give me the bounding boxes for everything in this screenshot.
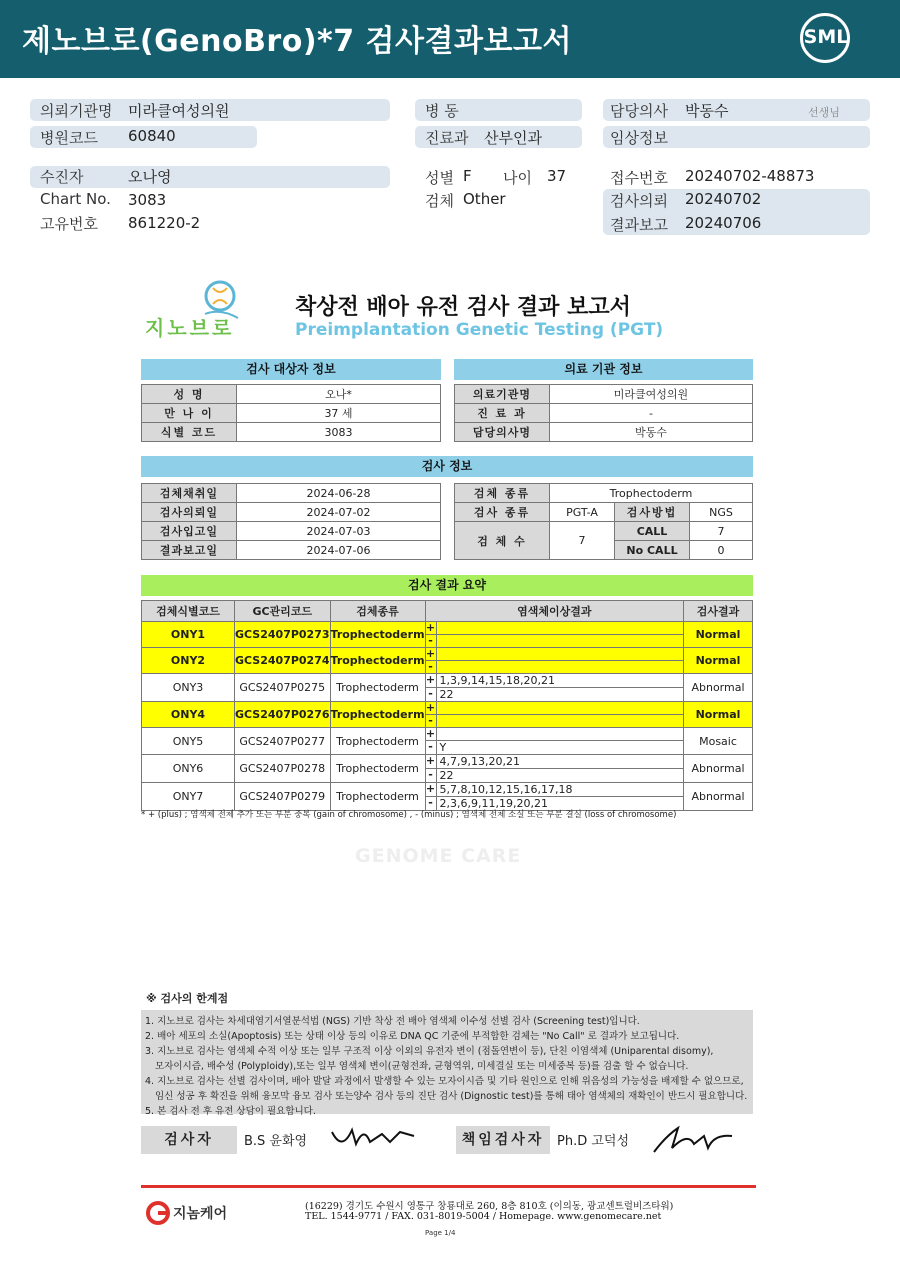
result-id: ONY7 (142, 783, 235, 811)
subject-value: 3083 (237, 423, 441, 442)
result-gc: GCS2407P0279 (235, 783, 331, 811)
test-section-header: 검사 정보 (141, 456, 753, 477)
limit-item: 5. 본 검사 전 후 유전 상담이 필요합니다. (145, 1106, 316, 1117)
result-status: Mosaic (684, 728, 753, 755)
company-name: 지놈케어 (173, 1206, 228, 1222)
doctor-value: 박동수 (685, 102, 729, 120)
result-report-value: 20240706 (685, 214, 762, 232)
limits-box (141, 1010, 753, 1117)
ward-label: 병 동 (425, 102, 459, 120)
specimen-type-value: Trophectoderm (550, 484, 753, 503)
result-row (142, 674, 753, 702)
result-status: Abnormal (684, 755, 753, 783)
subject-label: 성 명 (142, 385, 237, 404)
plus-sign: + (425, 782, 436, 795)
specimen-label: 검체 (425, 192, 454, 210)
plus-sign: + (425, 647, 436, 660)
result-id: ONY6 (142, 755, 235, 783)
specimen-value: Other (463, 190, 506, 208)
result-type: Trophectoderm (330, 783, 425, 811)
result-status: Abnormal (684, 783, 753, 811)
result-gc: GCS2407P0274 (235, 648, 331, 674)
plus-sign: + (425, 727, 436, 740)
institution-table (454, 384, 753, 442)
result-row (142, 702, 753, 728)
result-row (142, 755, 753, 783)
subject-section-header: 검사 대상자 정보 (141, 359, 441, 380)
col-header: 검사결과 (684, 601, 753, 622)
results-footnote: * + (plus) ; 염색체 전체 추가 또는 부분 중복 (gain of chromosome) , - (minus) ; 염색체 전체 소실 또는 부분 결실 (loss of chromosome) (141, 810, 677, 820)
test-type-label: 검사 종류 (455, 503, 550, 522)
subject-value: 오나* (237, 385, 441, 404)
test-date-label: 검사입고일 (142, 522, 237, 541)
result-minus: 2,3,6,9,11,19,20,21 (439, 797, 548, 810)
doctor-suffix: 선생님 (808, 106, 840, 119)
receipt-label: 접수번호 (610, 169, 668, 187)
subject-label: 식별 코드 (142, 423, 237, 442)
result-gc: GCS2407P0278 (235, 755, 331, 783)
responsible-signature-icon (648, 1122, 734, 1156)
genobro-brand: 지노브로 (145, 316, 235, 340)
minus-sign: - (426, 661, 437, 673)
institution-label: 담당의사명 (455, 423, 550, 442)
limits-title: ※ 검사의 한계점 (146, 992, 229, 1005)
result-id: ONY5 (142, 728, 235, 755)
test-date-value: 2024-07-03 (237, 522, 441, 541)
nocall-value: 0 (690, 541, 753, 560)
result-minus: 22 (439, 688, 454, 701)
unique-value: 861220-2 (128, 214, 201, 232)
result-id: ONY1 (142, 622, 235, 648)
method-label: 검사방법 (615, 503, 690, 522)
result-status: Normal (684, 622, 753, 648)
plus-sign: + (425, 673, 436, 686)
clinical-label: 임상정보 (610, 129, 668, 147)
limit-item: 4. 지노브로 검사는 선별 검사이며, 배아 발달 과정에서 발생할 수 있는 모자이시즘 및 기타 원인으로 인해 위음성의 가능성을 배제할 수 없으므로, (145, 1076, 744, 1087)
limit-item: 3. 지노브로 검사는 염색체 수적 이상 또는 일부 구조적 이상 이외의 유전자 변이 (점돌연변이 등), 단친 이염색체 (Uniparental disomy), (145, 1046, 714, 1057)
subject-value: 37 세 (237, 404, 441, 423)
age-label: 나이 (503, 169, 532, 187)
result-type: Trophectoderm (330, 728, 425, 755)
result-gc: GCS2407P0277 (235, 728, 331, 755)
chart-value: 3083 (128, 191, 167, 209)
result-status: Normal (684, 702, 753, 728)
result-gc: GCS2407P0276 (235, 702, 331, 728)
institution-value: 박동수 (550, 423, 753, 442)
col-header: GC관리코드 (235, 601, 331, 622)
subject-label: 만 나 이 (142, 404, 237, 423)
result-id: ONY2 (142, 648, 235, 674)
result-minus: Y (439, 741, 447, 754)
minus-sign: - (426, 715, 437, 727)
sex-label: 성별 (425, 169, 454, 187)
result-gc: GCS2407P0273 (235, 622, 331, 648)
tester-signature-icon (330, 1122, 416, 1154)
unique-label: 고유번호 (40, 215, 98, 233)
subject-table (141, 384, 441, 442)
info-pill (30, 166, 390, 188)
limit-item: 모자이시즘, 배수성 (Polyploidy),또는 일부 염색체 변이(균형전좌, 균형역위, 미세결실 또는 미세중복 등)를 검출 할 수 없습니다. (155, 1061, 689, 1072)
test-date-label: 검체채취일 (142, 484, 237, 503)
age-value: 37 (547, 167, 567, 185)
minus-sign: - (426, 741, 437, 754)
method-value: NGS (690, 503, 753, 522)
test-date-value: 2024-07-02 (237, 503, 441, 522)
sex-value: F (463, 167, 472, 185)
minus-sign: - (426, 797, 437, 810)
result-report-label: 결과보고 (610, 216, 668, 234)
nocall-label: No CALL (615, 541, 690, 560)
page-number: Page 1/4 (425, 1229, 456, 1237)
footer-divider (141, 1185, 756, 1188)
department-value: 산부인과 (484, 129, 542, 147)
result-id: ONY4 (142, 702, 235, 728)
result-minus: 22 (439, 769, 454, 782)
result-plus: 4,7,9,13,20,21 (439, 755, 521, 768)
minus-sign: - (426, 769, 437, 782)
limit-item: 2. 배아 세포의 소실(Apoptosis) 또는 상태 이상 등의 이유로 DNA QC 기준에 부적합한 검체는 "No Call" 로 결과가 보고됩니다. (145, 1031, 680, 1042)
count-value: 7 (550, 522, 615, 560)
plus-sign: + (425, 701, 436, 714)
institution-label: 진 료 과 (455, 404, 550, 423)
receipt-value: 20240702-48873 (685, 167, 815, 185)
test-request-label: 검사의뢰 (610, 192, 668, 210)
institution-label: 의료기관명 (455, 385, 550, 404)
count-label: 검 체 수 (455, 522, 550, 560)
hospital-code-label: 병원코드 (40, 129, 98, 147)
result-status: Normal (684, 648, 753, 674)
examinee-label: 수진자 (40, 168, 84, 186)
test-date-label: 검사의뢰일 (142, 503, 237, 522)
doctor-label: 담당의사 (610, 102, 668, 120)
test-date-label: 결과보고일 (142, 541, 237, 560)
test-date-value: 2024-07-06 (237, 541, 441, 560)
result-type: Trophectoderm (330, 648, 425, 674)
request-institution-label: 의뢰기관명 (40, 102, 113, 120)
summary-section-header: 검사 결과 요약 (141, 575, 753, 596)
responsible-name: Ph.D 고덕성 (557, 1134, 630, 1149)
result-row (142, 728, 753, 755)
request-institution-value: 미라클여성의원 (128, 102, 230, 120)
col-header: 염색체이상결과 (425, 601, 683, 622)
minus-sign: - (426, 635, 437, 647)
test-specimen-table (454, 483, 753, 560)
responsible-label: 책임검사자 (456, 1126, 550, 1154)
sml-logo-text: SML (803, 26, 849, 48)
examinee-value: 오나영 (128, 168, 172, 186)
institution-value: - (550, 404, 753, 423)
genomecare-logo-icon (146, 1201, 172, 1225)
tester-name: B.S 윤화영 (244, 1134, 308, 1149)
col-header: 검체종류 (330, 601, 425, 622)
result-gc: GCS2407P0275 (235, 674, 331, 702)
institution-section-header: 의료 기관 정보 (454, 359, 753, 380)
test-type-value: PGT-A (550, 503, 615, 522)
result-type: Trophectoderm (330, 622, 425, 648)
test-date-value: 2024-06-28 (237, 484, 441, 503)
result-row (142, 783, 753, 811)
test-dates-table (141, 483, 441, 560)
tester-label: 검사자 (141, 1126, 237, 1154)
result-plus: 1,3,9,14,15,18,20,21 (439, 674, 555, 687)
institution-value: 미라클여성의원 (550, 385, 753, 404)
department-label: 진료과 (425, 129, 469, 147)
limit-item: 1. 지노브로 검사는 차세대염기서열분석법 (NGS) 기반 착상 전 배아 염색체 이수성 선별 검사 (Screening test)입니다. (145, 1016, 640, 1027)
company-contact: TEL. 1544-9771 / FAX. 031-8019-5004 / Homepage. www.genomecare.net (305, 1211, 662, 1222)
hospital-code-value: 60840 (128, 127, 176, 145)
results-table (141, 600, 753, 811)
result-status: Abnormal (684, 674, 753, 702)
plus-sign: + (425, 621, 436, 634)
page-title: 제노브로(GenoBro)*7 검사결과보고서 (22, 24, 572, 59)
result-type: Trophectoderm (330, 702, 425, 728)
test-request-value: 20240702 (685, 190, 762, 208)
genomecare-watermark: GENOME CARE (355, 845, 522, 867)
limit-item: 임신 성공 후 확진을 위해 융모막 융모 검사 또는양수 검사 등의 진단 검사 (Dignostic test)를 통해 태아 염색체의 재확인이 반드시 필요합니다. (155, 1091, 748, 1102)
minus-sign: - (426, 688, 437, 701)
report-title-kr: 착상전 배아 유전 검사 결과 보고서 (295, 295, 631, 320)
result-type: Trophectoderm (330, 755, 425, 783)
chart-label: Chart No. (40, 190, 111, 208)
col-header: 검체식별코드 (142, 601, 235, 622)
result-row (142, 648, 753, 674)
plus-sign: + (425, 754, 436, 767)
result-type: Trophectoderm (330, 674, 425, 702)
result-id: ONY3 (142, 674, 235, 702)
specimen-type-label: 검체 종류 (455, 484, 550, 503)
call-label: CALL (615, 522, 690, 541)
call-value: 7 (690, 522, 753, 541)
result-plus: 5,7,8,10,12,15,16,17,18 (439, 783, 573, 796)
company-address: (16229) 경기도 수원시 영통구 창룡대로 260, 8층 810호 (이의동, 광교센트럴비즈타워) (305, 1201, 674, 1212)
report-title-en: Preimplantation Genetic Testing (PGT) (295, 320, 664, 340)
result-row (142, 622, 753, 648)
